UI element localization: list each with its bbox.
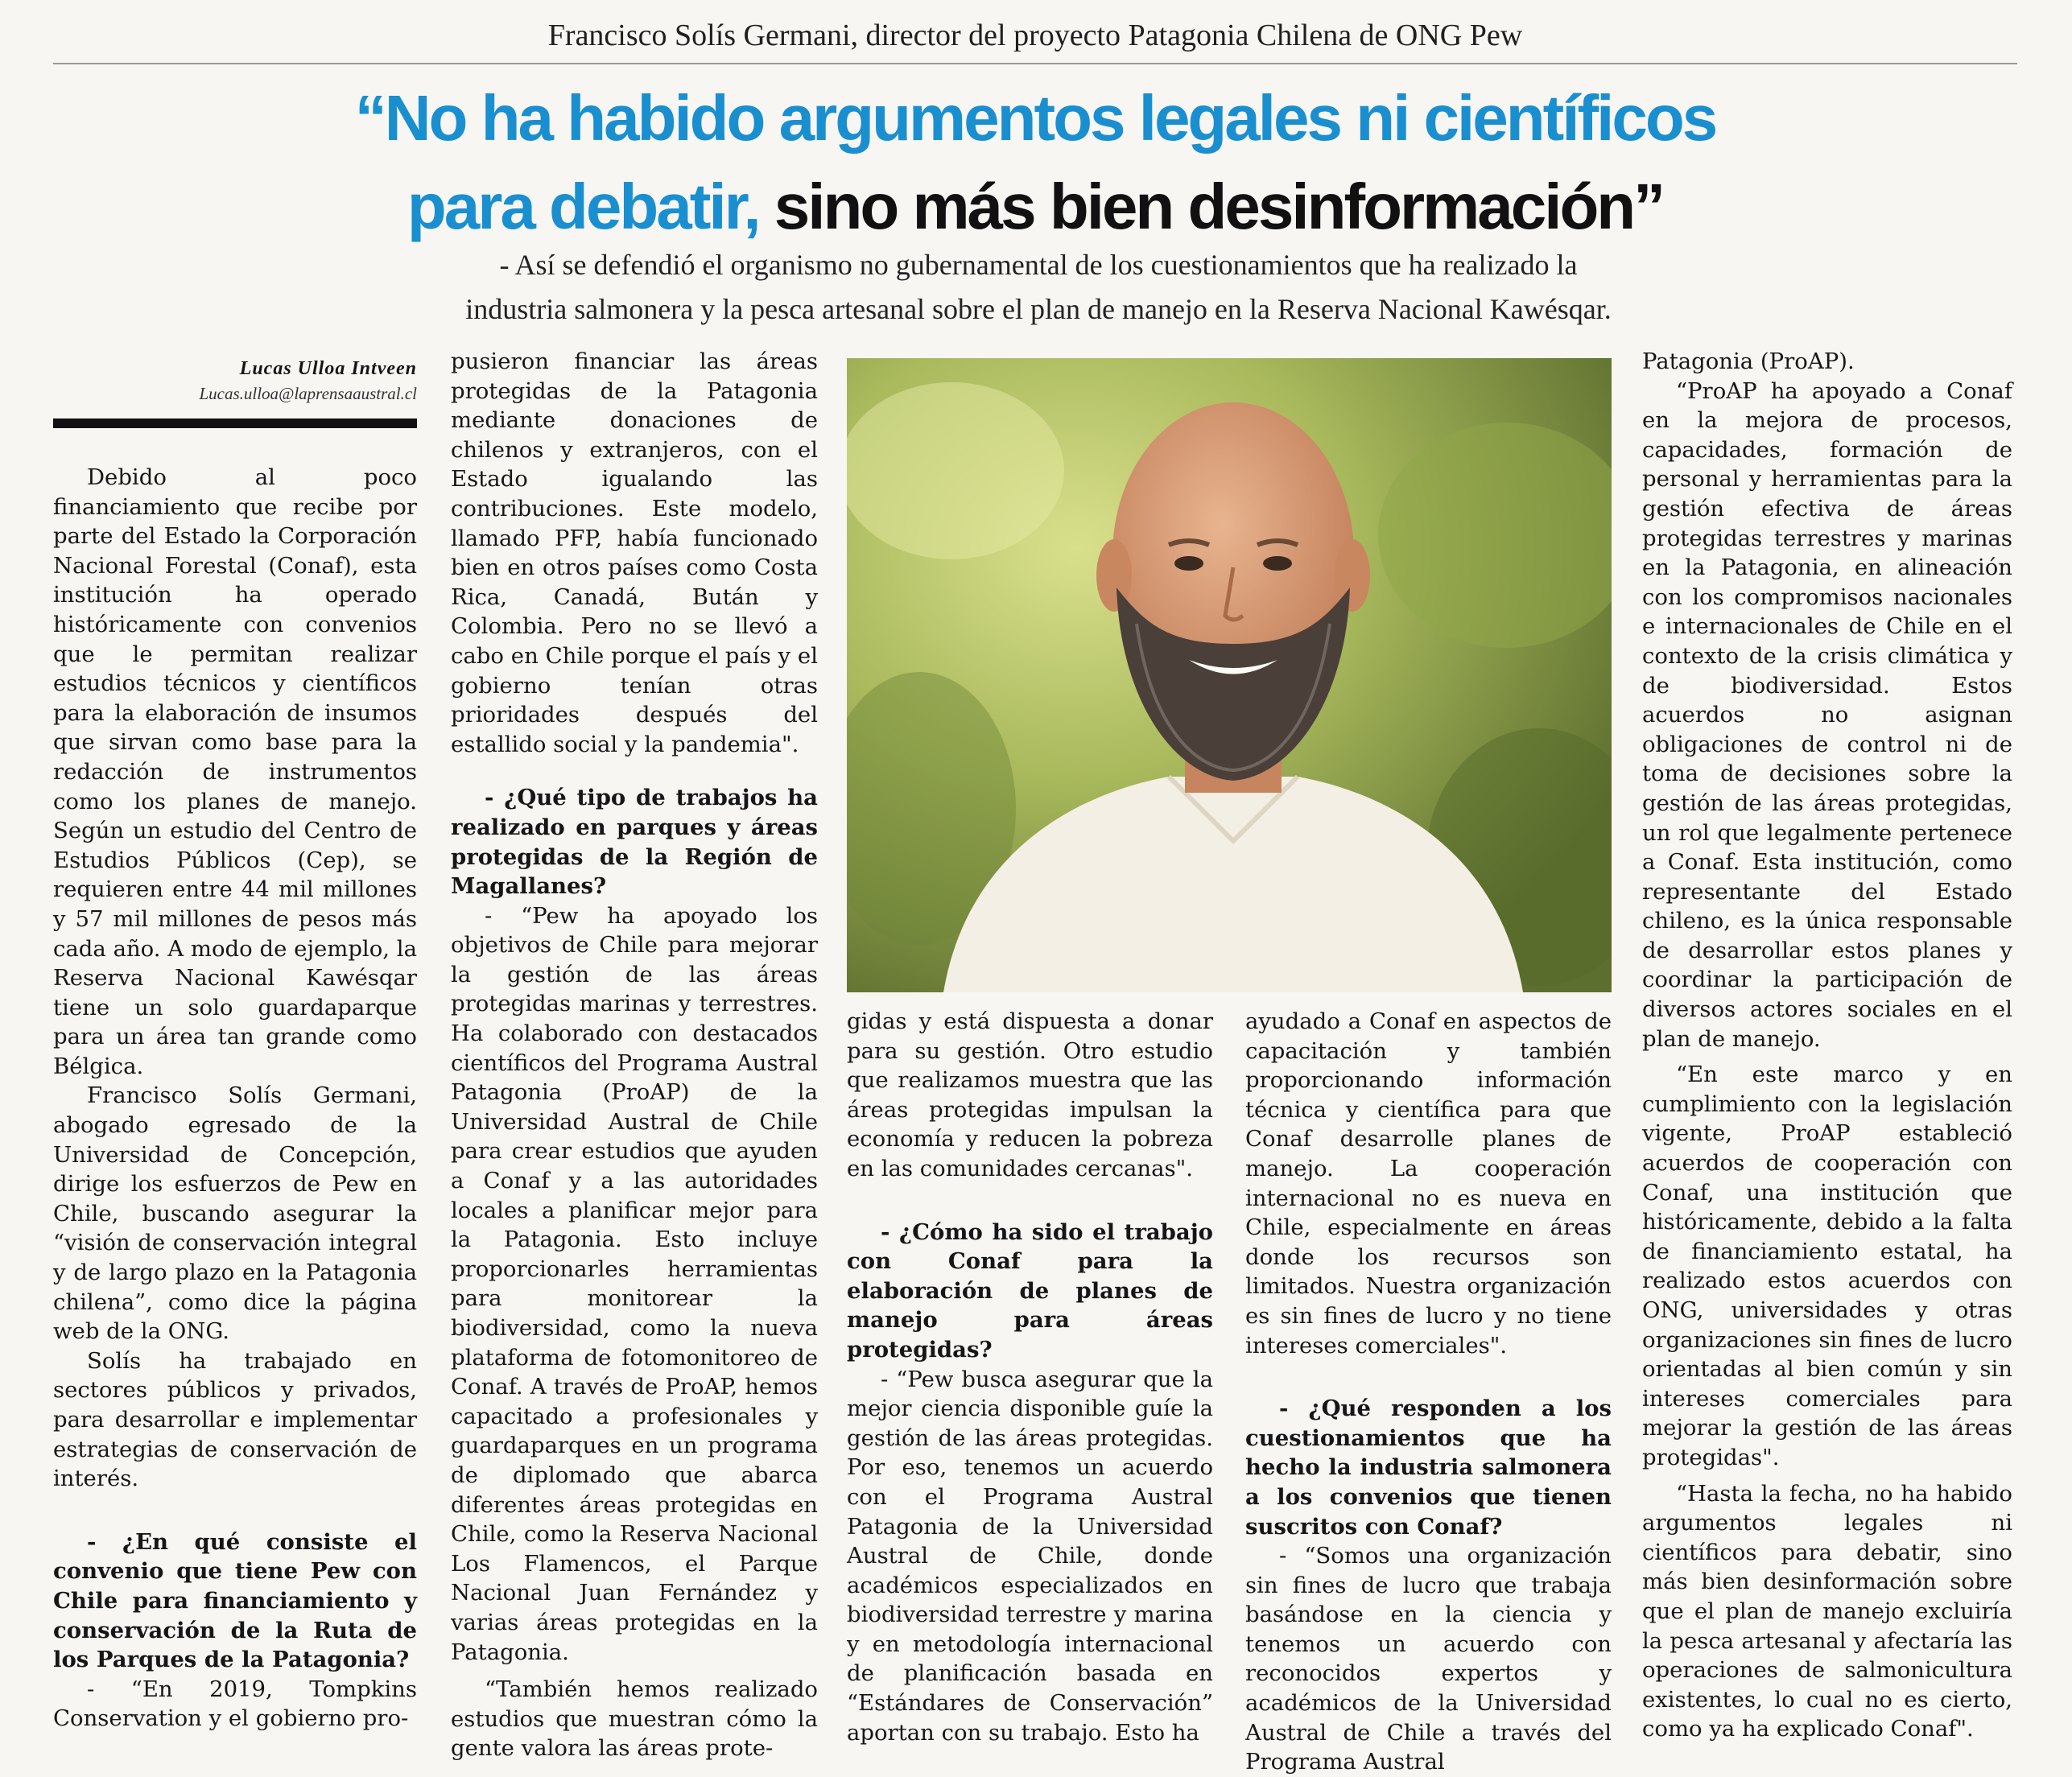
col1-paragraph: Solís ha trabajado en sectores públicos y privados, para desarrollar e implementar estrategias de conservación de interés. [53,1347,417,1492]
byline-divider [53,418,417,428]
col1-paragraph: Debido al poco financiamiento que recibe por parte del Estado la Corporación Nacional Forestal (Conaf), esta institución ha operado históricamente con convenios que le permitan realizar estudios técnicos y científicos para la elaboración de insumos que sirvan como base para la redacción de instrumentos como los planes de manejo. Según un estudio del Centro de Estudios Públicos (Cep), se requieren entre 44 mil millones y 57 mil millones de pesos más cada año. A modo de ejemplo, la Reserva Nacional Kawésqar tiene un solo guardaparque para un área tan grande como Bélgica. [53,464,417,1079]
byline-email: Lucas.ulloa@laprensaaustral.cl [199,384,417,403]
kicker: Francisco Solís Germani, director del proyecto Patagonia Chilena de ONG Pew [547,19,1523,52]
subtitle [322,243,1755,332]
col2-answer: - “Pew ha apoyado los objetivos de Chile para mejorar la gestión de las áreas protegidas marinas y terrestres. Ha colaborado con destacados científicos del Programa Austral Patagonia (ProAP) de la Universidad Austral de Chile para crear estudios que ayuden a Conaf y a las autoridades locales a planificar mejor para la Patagonia. Esto incluye proporcionarles herramientas para monitorear la biodiversidad, como la nueva plataforma de fotomonitoreo de Conaf. A través de ProAP, hemos capacitado a profesionales y guardaparques en un programa de diplomado que abarca diferentes áreas protegidas en Chile, como la Reserva Nacional Los Flamencos, el Parque Nacional Juan Fernández y varias áreas protegidas en la Patagonia. [451,902,818,1665]
column-2 [451,347,818,1763]
col2-question: - ¿Qué tipo de trabajos ha realizado en parques y áreas protegidas de la Región de Magallanes? [451,785,818,900]
col2-paragraph: pusieron financiar las áreas protegidas de la Patagonia mediante donaciones de chilenos y extranjeros, con el Estado igualando las contribuciones. Este modelo, llamado PFP, había funcionado bien en otros países como Costa Rica, Canadá, Bután y Colombia. Pero no se llevó a cabo en Chile porque el país y el gobierno tenían otras prioridades después del estallido social y la pandemia". [451,348,818,757]
col5-paragraph: “Hasta la fecha, no ha habido argumentos legales ni científicos para debatir, sino más bien desinformación sobre que el plan de manejo excluiría la pesca artesanal y afectaría las operaciones de salmonicultura existentes, lo cual no es cierto, como ya ha explicado Conaf". [1642,1480,2012,1742]
column-5 [1642,347,2012,1744]
column-4 [1245,1007,1612,1777]
byline-author: Lucas Ulloa Intveen [239,358,417,379]
col2-paragraph: “También hemos realizado estudios que muestran cómo la gente valora las áreas prote- [451,1676,818,1762]
headline-part1: “No ha habido argumentos legales ni científicos [354,82,1716,154]
col3-answer: - “Pew busca asegurar que la mejor ciencia disponible guíe la gestión de las áreas protegidas. Por eso, tenemos un acuerdo con el Programa Austral Patagonia de la Universidad Austral de Chile, donde académicos especializados en biodiversidad terrestre y marina y en metodología internacional de planificación basada en “Estándares de Conservación” aportan con su trabajo. Esto ha [847,1366,1213,1746]
col3-paragraph: gidas y está dispuesta a donar para su gestión. Otro estudio que realizamos muestra que las áreas protegidas impulsan la economía y reducen la pobreza en las comunidades cercanas". [847,1008,1213,1181]
col3-question: - ¿Cómo ha sido el trabajo con Conaf para la elaboración de planes de manejo para áreas protegidas? [847,1218,1213,1363]
col5-paragraph: Patagonia (ProAP). [1642,348,1855,374]
col4-paragraph: ayudado a Conaf en aspectos de capacitación y también proporcionando información técnica y científica para que Conaf desarrolle planes de manejo. La cooperación internacional no es nueva en Chile, especialmente en áreas donde los recursos son limitados. Nuestra organización es sin fines de lucro y no tiene intereses comerciales". [1245,1008,1612,1359]
col4-question: - ¿Qué responden a los cuestionamientos que ha hecho la industria salmonera a los convenios que tienen suscritos con Conaf? [1245,1396,1612,1540]
kicker-divider [53,63,2017,64]
column-1 [53,463,417,1734]
col1-answer: - “En 2019, Tompkins Conservation y el gobierno pro- [53,1676,417,1732]
subtitle-line1: - Así se defendió el organismo no gubernamental de los cuestionamientos que ha realizado la [499,249,1578,281]
portrait-photo [847,358,1612,992]
col5-paragraph: “En este marco y en cumplimiento con la legislación vigente, ProAP estableció acuerdos de cooperación con Conaf, una institución que históricamente, debido a la falta de financiamiento estatal, ha realizado estos acuerdos con ONG, universidades y otras organizaciones sin fines de lucro orientadas al bien común y sin intereses comerciales para mejorar la gestión de las áreas protegidas". [1642,1062,2012,1470]
headline-part2: para debatir, [407,171,759,242]
byline [53,356,417,406]
headline [53,74,2017,251]
column-3 [847,1007,1213,1747]
subtitle-line2: industria salmonera y la pesca artesanal sobre el plan de manejo en la Reserva Nacional Kawésqar. [465,293,1612,325]
headline-part3: sino más bien desinformación” [758,171,1664,242]
col5-paragraph: “ProAP ha apoyado a Conaf en la mejora de procesos, capacidades, formación de personal y herramientas para la gestión efectiva de áreas protegidas terrestres y marinas en la Patagonia, en alineación con los compromisos nacionales e internacionales de Chile en el contexto de la crisis climática y de biodiversidad. Estos acuerdos no asignan obligaciones de control ni de toma de decisiones sobre la gestión de las áreas protegidas, un rol que legalmente pertenece a Conaf. Esta institución, como representante del Estado chileno, es la única responsable de desarrollar estos planes y coordinar la participación de diversos actores sociales en el plan de manejo. [1642,377,2012,1052]
col1-question: - ¿En qué consiste el convenio que tiene Pew con Chile para financiamiento y conservación de la Ruta de los Parques de la Patagonia? [53,1528,417,1673]
portrait-illustration [847,358,1612,992]
col4-answer: - “Somos una organización sin fines de lucro que trabaja basándose en la ciencia y tenemos un acuerdo con reconocidos expertos y académicos de la Universidad Austral de Chile a través del Programa Austral [1245,1543,1612,1775]
col1-paragraph: Francisco Solís Germani, abogado egresado de la Universidad de Concepción, dirige los esfuerzos de Pew en Chile, buscando asegurar la “visión de conservación integral y de largo plazo en la Patagonia chilena”, como dice la página web de la ONG. [53,1082,417,1345]
